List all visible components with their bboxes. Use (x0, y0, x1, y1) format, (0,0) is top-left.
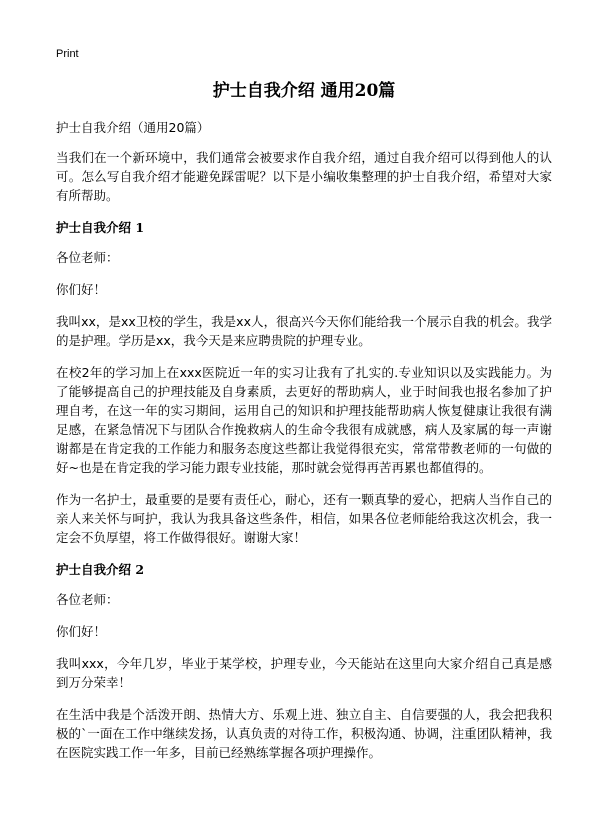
body-paragraph: 我叫xxx，今年几岁，毕业于某学校，护理专业，今天能站在这里向大家介绍自己真是感到万分荣幸！ (56, 656, 552, 690)
page-title: 护士自我介绍 通用20篇 (212, 81, 396, 101)
document-page (56, 78, 552, 775)
section-heading: 护士自我介绍 1 (56, 220, 145, 235)
print-link[interactable]: Print (56, 48, 79, 60)
document-subtitle: 护士自我介绍（通用20篇） (56, 120, 210, 135)
body-paragraph: 作为一名护士，最重要的是要有责任心，耐心，还有一颗真挚的爱心，把病人当作自己的亲人来关怀与呵护，我认为我具备这些条件，相信，如果各位老师能给我这次机会，我一定会不负厚望，将工作做得很好。谢谢大家！ (56, 492, 552, 545)
greeting: 你们好！ (56, 624, 107, 639)
salutation: 各位老师： (56, 250, 119, 265)
greeting: 你们好！ (56, 282, 107, 297)
body-paragraph: 在生活中我是个活泼开朗、热情大方、乐观上进、独立自主、自信要强的人，我会把我积极的`一面在工作中继续发扬，认真负责的对待工作，积极沟通、协调，注重团队精神，我在医院实践工作一年多，目前已经熟练掌握各项护理操作。 (56, 707, 552, 760)
section-heading: 护士自我介绍 2 (56, 562, 145, 577)
section-2 (56, 560, 552, 762)
section-1 (56, 218, 552, 547)
intro-paragraph: 当我们在一个新环境中，我们通常会被要求作自我介绍，通过自我介绍可以得到他人的认可。怎么写自我介绍才能避免踩雷呢？以下是小编收集整理的护士自我介绍，希望对大家有所帮助。 (56, 150, 552, 203)
salutation: 各位老师： (56, 592, 119, 607)
body-paragraph: 我叫xx，是xx卫校的学生，我是xx人，很高兴今天你们能给我一个展示自我的机会。我学的是护理。学历是xx，我今天是来应聘贵院的护理专业。 (56, 314, 552, 348)
body-paragraph: 在校2年的学习加上在xxx医院近一年的实习让我有了扎实的.专业知识以及实践能力。为了能够提高自己的护理技能及自身素质，去更好的帮助病人，业于时间我也报名参加了护理自考，在这一年的实习期间，运用自己的知识和护理技能帮助病人恢复健康让我很有满足感，在紧急情况下与团队合作挽救病人的生命令我很有成就感，病人及家属的每一声谢谢都是在肯定我的工作能力和服务态度这些都让我觉得很充实，常常带教老师的一句做的好~也是在肯定我的学习能力跟专业技能，那时就会觉得再苦再累也都值得的。 (56, 365, 552, 475)
